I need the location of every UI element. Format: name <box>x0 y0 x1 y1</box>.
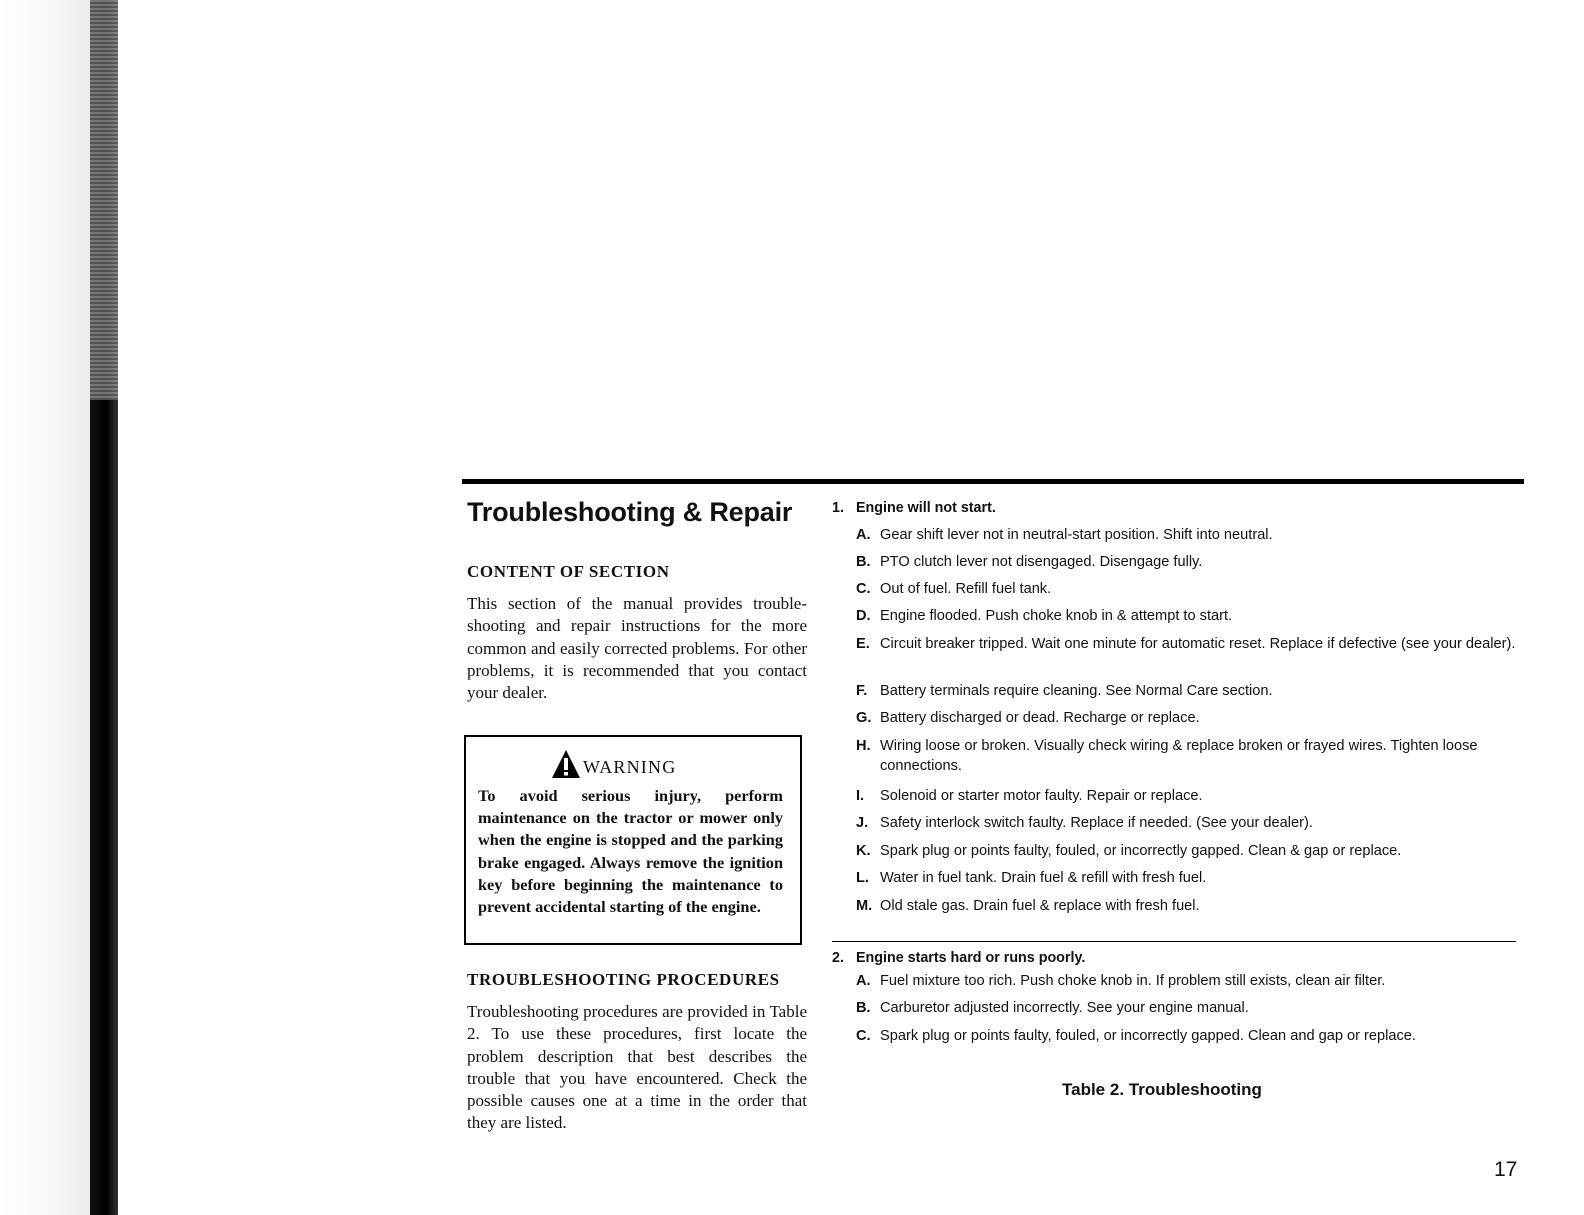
group-number: 1. <box>832 500 844 516</box>
list-item <box>856 786 1526 806</box>
list-item <box>856 579 1526 599</box>
item-text: PTO clutch lever not disengaged. Disengage fully. <box>880 554 1203 570</box>
list-item <box>856 868 1526 888</box>
item-letter: I. <box>856 788 865 804</box>
item-letter: E. <box>856 636 870 652</box>
page-binding-edge <box>90 0 118 1215</box>
item-letter: F. <box>856 683 868 699</box>
warning-box <box>464 735 802 945</box>
procedures-section <box>467 970 807 1135</box>
troubleshooting-group-1 <box>832 500 1528 914</box>
content-paragraph: This section of the manual provides trouble-shooting and repair instructions for the more common and easily corrected problems. For other problems, it is recommended that you contact your dealer. <box>467 594 807 703</box>
item-letter: G. <box>856 710 872 726</box>
item-letter: B. <box>856 554 871 570</box>
group-number: 2. <box>832 950 844 966</box>
content-section <box>467 562 807 704</box>
group-heading <box>832 950 1528 966</box>
list-item <box>856 896 1526 916</box>
table-caption: Table 2. Troubleshooting <box>1062 1080 1262 1099</box>
item-letter: B. <box>856 1000 871 1016</box>
list-item <box>856 998 1526 1018</box>
group-heading <box>832 500 1528 516</box>
item-letter: C. <box>856 581 871 597</box>
item-text: Battery terminals require cleaning. See Normal Care section. <box>880 683 1273 699</box>
procedures-paragraph: Troubleshooting procedures are provided in Table 2. To use these procedures, first locate the problem description that best describes the trouble that you have encountered. Check the possible causes one at a time in the order that they are listed. <box>467 1002 807 1133</box>
list-item <box>856 552 1526 572</box>
item-text: Old stale gas. Drain fuel & replace with fresh fuel. <box>880 898 1200 914</box>
item-letter: H. <box>856 738 871 754</box>
troubleshooting-group-2 <box>832 950 1528 1044</box>
item-text: Safety interlock switch faulty. Replace if needed. (See your dealer). <box>880 815 1313 831</box>
procedures-heading: TROUBLESHOOTING PROCEDURES <box>467 970 780 989</box>
item-text: Out of fuel. Refill fuel tank. <box>880 581 1052 597</box>
item-text: Wiring loose or broken. Visually check wiring & replace broken or frayed wires. Tighten loose connections. <box>880 738 1478 774</box>
warning-label: WARNING <box>583 756 677 777</box>
group-divider <box>832 941 1516 942</box>
item-text: Solenoid or starter motor faulty. Repair or replace. <box>880 788 1203 804</box>
item-text: Gear shift lever not in neutral-start position. Shift into neutral. <box>880 527 1273 543</box>
binding-texture <box>90 0 118 400</box>
list-item <box>856 971 1526 991</box>
item-letter: C. <box>856 1028 871 1044</box>
item-text: Battery discharged or dead. Recharge or replace. <box>880 710 1200 726</box>
item-letter: A. <box>856 527 871 543</box>
content-heading: CONTENT OF SECTION <box>467 562 670 581</box>
warning-triangle-icon <box>551 749 581 779</box>
item-text: Fuel mixture too rich. Push choke knob in. If problem still exists, clean air filter. <box>880 973 1386 989</box>
warning-text: To avoid serious injury, perform maintenance on the tractor or mower only when the engine is stopped and the parking brake engaged. Always remove the ignition key before beginning the maintenance to prevent accidental starting of the engine. <box>478 786 783 917</box>
list-item <box>856 606 1526 626</box>
list-item <box>856 525 1526 545</box>
item-text: Water in fuel tank. Drain fuel & refill with fresh fuel. <box>880 870 1207 886</box>
item-letter: J. <box>856 815 869 831</box>
item-letter: M. <box>856 898 873 914</box>
page-binding-shadow <box>0 0 90 1215</box>
list-item <box>856 634 1526 654</box>
item-text: Circuit breaker tripped. Wait one minute for automatic reset. Replace if defective (see your dealer). <box>880 636 1516 652</box>
warning-header <box>551 749 676 779</box>
item-letter: L. <box>856 870 869 886</box>
page-number: 17 <box>1494 1158 1518 1181</box>
section-title: Troubleshooting & Repair <box>467 497 793 527</box>
item-letter: D. <box>856 608 871 624</box>
item-text: Carburetor adjusted incorrectly. See your engine manual. <box>880 1000 1249 1016</box>
list-item <box>856 1026 1526 1046</box>
group-title: Engine will not start. <box>856 500 996 516</box>
section-top-rule <box>462 479 1524 484</box>
list-item <box>856 736 1526 776</box>
item-letter: K. <box>856 843 871 859</box>
item-text: Spark plug or points faulty, fouled, or incorrectly gapped. Clean & gap or replace. <box>880 843 1402 859</box>
list-item <box>856 708 1526 728</box>
list-item <box>856 841 1526 861</box>
group-title: Engine starts hard or runs poorly. <box>856 950 1086 966</box>
item-text: Engine flooded. Push choke knob in & attempt to start. <box>880 608 1233 624</box>
list-item <box>856 813 1526 833</box>
item-text: Spark plug or points faulty, fouled, or incorrectly gapped. Clean and gap or replace. <box>880 1028 1416 1044</box>
item-letter: A. <box>856 973 871 989</box>
list-item <box>856 681 1526 701</box>
